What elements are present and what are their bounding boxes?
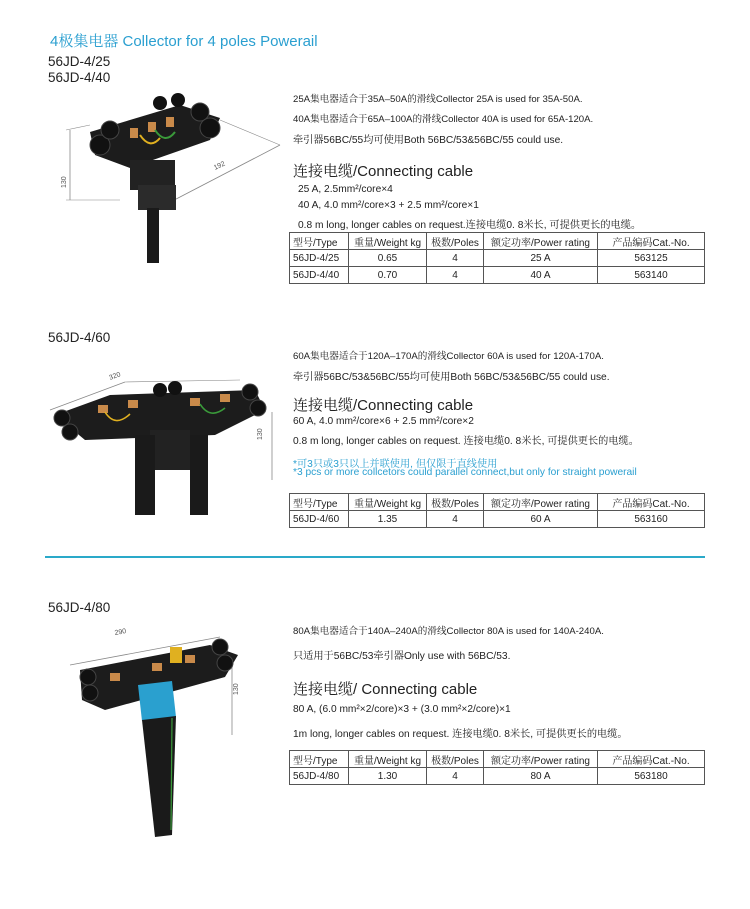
spec-table [289, 750, 705, 785]
cell-catno: 563160 [598, 511, 705, 528]
table-row [290, 768, 705, 785]
dim-length: 192 [212, 160, 227, 172]
parallel-note: *3 pcs or more collcetors could parallel connect,but only for straight powerail [293, 467, 637, 478]
cell-weight: 1.30 [349, 768, 427, 785]
table-row [290, 511, 705, 528]
section-divider [45, 556, 705, 558]
model-code: 56JD-4/60 [48, 330, 111, 345]
header-cell: 额定功率/Power rating [484, 494, 598, 511]
table-header-row [290, 494, 705, 511]
dim-height: 130 [61, 176, 68, 188]
cell-rating: 40 A [484, 267, 598, 284]
description-line: 只适用于56BC/53牵引器Only use with 56BC/53. [293, 651, 511, 662]
cable-spec: 0.8 m long, longer cables on request. 连接电缆0. 8米长, 可提供更长的电缆。 [293, 436, 639, 447]
collector-4-60-drawing [40, 370, 290, 520]
dim-length: 290 [114, 628, 127, 637]
cell-type: 56JD-4/80 [290, 768, 349, 785]
cell-type: 56JD-4/40 [290, 267, 349, 284]
description-line: 牵引器56BC/55均可使用Both 56BC/53&56BC/55 could use. [293, 135, 564, 146]
spec-table [289, 232, 705, 284]
cell-poles: 4 [427, 267, 484, 284]
header-cell: 极数/Poles [427, 233, 484, 250]
cell-rating: 80 A [484, 768, 598, 785]
cable-heading: 连接电缆/Connecting cable [293, 163, 474, 180]
parallel-note: *可3只或3只以上并联使用, 但仅限于直线使用 [293, 459, 498, 470]
description-line: 40A集电器适合于65A–100A的滑线Collector 40A is used for 65A-120A. [293, 114, 594, 125]
header-cell: 型号/Type [290, 233, 349, 250]
header-cell: 产品编码Cat.-No. [598, 494, 705, 511]
dim-length: 320 [108, 371, 122, 382]
description-line: 25A集电器适合于35A–50A的滑线Collector 25A is used for 35A-50A. [293, 94, 583, 105]
dim-height: 130 [233, 683, 240, 695]
cable-spec: 80 A, (6.0 mm²×2/core)×3 + (3.0 mm²×2/core)×1 [293, 704, 511, 715]
page-title: 4极集电器 Collector for 4 poles Powerail [50, 33, 318, 50]
cable-spec: 40 A, 4.0 mm²/core×3 + 2.5 mm²/core×1 [298, 200, 479, 211]
header-cell: 重量/Weight kg [349, 494, 427, 511]
description-line: 牵引器56BC/53&56BC/55均可使用Both 56BC/53&56BC/55 could use. [293, 372, 610, 383]
cable-spec: 60 A, 4.0 mm²/core×6 + 2.5 mm²/core×2 [293, 416, 474, 427]
header-cell: 重量/Weight kg [349, 751, 427, 768]
model-code: 56JD-4/25 [48, 54, 111, 69]
header-cell: 额定功率/Power rating [484, 751, 598, 768]
cell-rating: 25 A [484, 250, 598, 267]
header-cell: 极数/Poles [427, 494, 484, 511]
header-cell: 重量/Weight kg [349, 233, 427, 250]
table-row [290, 250, 705, 267]
model-code: 56JD-4/40 [48, 70, 111, 85]
description-line: 60A集电器适合于120A–170A的滑线Collector 60A is used for 120A-170A. [293, 351, 604, 362]
cell-poles: 4 [427, 768, 484, 785]
cell-weight: 0.65 [349, 250, 427, 267]
cable-spec: 0.8 m long, longer cables on request.连接电缆0. 8米长, 可提供更长的电缆。 [298, 220, 642, 231]
cell-type: 56JD-4/25 [290, 250, 349, 267]
cell-weight: 0.70 [349, 267, 427, 284]
cell-weight: 1.35 [349, 511, 427, 528]
description-line: 80A集电器适合于140A–240A的滑线Collector 80A is used for 140A-240A. [293, 626, 604, 637]
table-header-row [290, 233, 705, 250]
dim-height: 130 [257, 428, 264, 440]
cell-poles: 4 [427, 511, 484, 528]
header-cell: 型号/Type [290, 751, 349, 768]
cell-catno: 563125 [598, 250, 705, 267]
collector-4-25-40-drawing [60, 90, 290, 270]
table-header-row [290, 751, 705, 768]
collector-4-80-drawing [60, 625, 285, 850]
cell-poles: 4 [427, 250, 484, 267]
cell-type: 56JD-4/60 [290, 511, 349, 528]
header-cell: 极数/Poles [427, 751, 484, 768]
header-cell: 产品编码Cat.-No. [598, 751, 705, 768]
cable-heading: 连接电缆/ Connecting cable [293, 681, 478, 698]
cable-heading: 连接电缆/Connecting cable [293, 397, 474, 414]
cable-spec: 25 A, 2.5mm²/core×4 [298, 184, 393, 195]
cell-catno: 563180 [598, 768, 705, 785]
table-row [290, 267, 705, 284]
header-cell: 额定功率/Power rating [484, 233, 598, 250]
cell-catno: 563140 [598, 267, 705, 284]
cable-spec: 1m long, longer cables on request. 连接电缆0. 8米长, 可提供更长的电缆。 [293, 729, 628, 740]
cell-rating: 60 A [484, 511, 598, 528]
header-cell: 产品编码Cat.-No. [598, 233, 705, 250]
header-cell: 型号/Type [290, 494, 349, 511]
model-code: 56JD-4/80 [48, 600, 111, 615]
spec-table [289, 493, 705, 528]
